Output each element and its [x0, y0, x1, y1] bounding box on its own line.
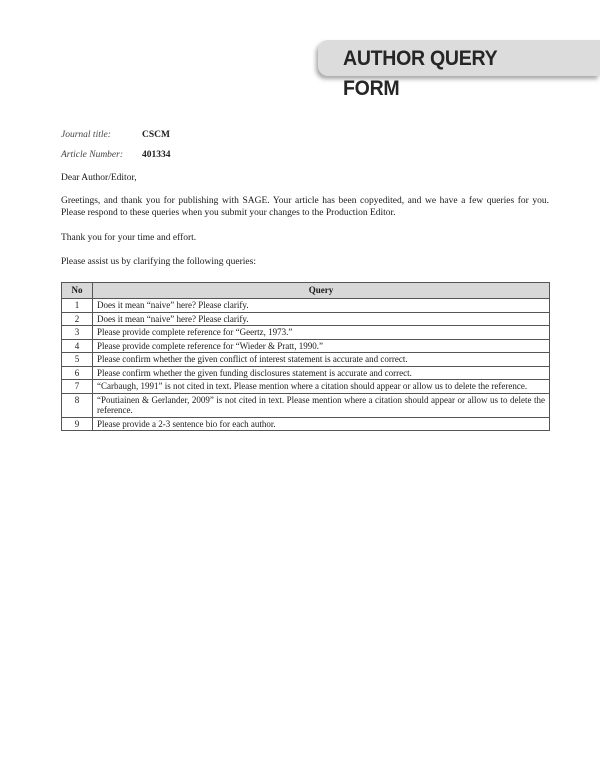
query-number: 2 — [62, 312, 93, 326]
query-text: Does it mean “naive” here? Please clarify. — [93, 312, 550, 326]
article-number-label: Article Number: — [61, 150, 124, 160]
table-row — [62, 339, 550, 353]
table-row — [62, 380, 550, 394]
query-text: Please confirm whether the given funding disclosures statement is accurate and correct. — [93, 366, 550, 380]
query-number: 4 — [62, 339, 93, 353]
query-text: Please provide complete reference for “Wieder & Pratt, 1990.” — [93, 339, 550, 353]
journal-title-row — [61, 130, 170, 140]
query-number: 5 — [62, 353, 93, 367]
table-row — [62, 353, 550, 367]
journal-title-value: CSCM — [142, 130, 170, 140]
query-text: Please confirm whether the given conflict of interest statement is accurate and correct. — [93, 353, 550, 367]
query-table — [61, 282, 550, 431]
query-number: 8 — [62, 393, 93, 417]
table-row — [62, 366, 550, 380]
query-text: “Poutiainen & Gerlander, 2009” is not cited in text. Please mention where a citation should appear or allow us to delete the reference. — [93, 393, 550, 417]
column-header-query: Query — [93, 283, 550, 299]
table-row — [62, 393, 550, 417]
table-row — [62, 326, 550, 340]
table-row — [62, 312, 550, 326]
intro-paragraph: Greetings, and thank you for publishing with SAGE. Your article has been copyedited, and we have a few queries for you. Please respond to these queries when you submit your changes to the Production Editor. — [61, 196, 549, 218]
article-number-value: 401334 — [142, 150, 171, 160]
table-row — [62, 299, 550, 313]
query-number: 9 — [62, 417, 93, 431]
query-text: “Carbaugh, 1991” is not cited in text. Please mention where a citation should appear or allow us to delete the reference. — [93, 380, 550, 394]
query-text: Please provide a 2-3 sentence bio for each author. — [93, 417, 550, 431]
article-number-row — [61, 150, 171, 160]
query-number: 6 — [62, 366, 93, 380]
query-number: 3 — [62, 326, 93, 340]
column-header-no: No — [62, 283, 93, 299]
query-text: Does it mean “naive” here? Please clarify. — [93, 299, 550, 313]
page-title: AUTHOR QUERY FORM — [343, 47, 498, 100]
salutation: Dear Author/Editor, — [61, 173, 137, 183]
assist-paragraph: Please assist us by clarifying the following queries: — [61, 257, 256, 267]
query-number: 7 — [62, 380, 93, 394]
query-number: 1 — [62, 299, 93, 313]
table-row — [62, 417, 550, 431]
thanks-paragraph: Thank you for your time and effort. — [61, 233, 197, 243]
query-text: Please provide complete reference for “Geertz, 1973.” — [93, 326, 550, 340]
query-table-header — [62, 283, 550, 299]
journal-title-label: Journal title: — [61, 130, 111, 140]
